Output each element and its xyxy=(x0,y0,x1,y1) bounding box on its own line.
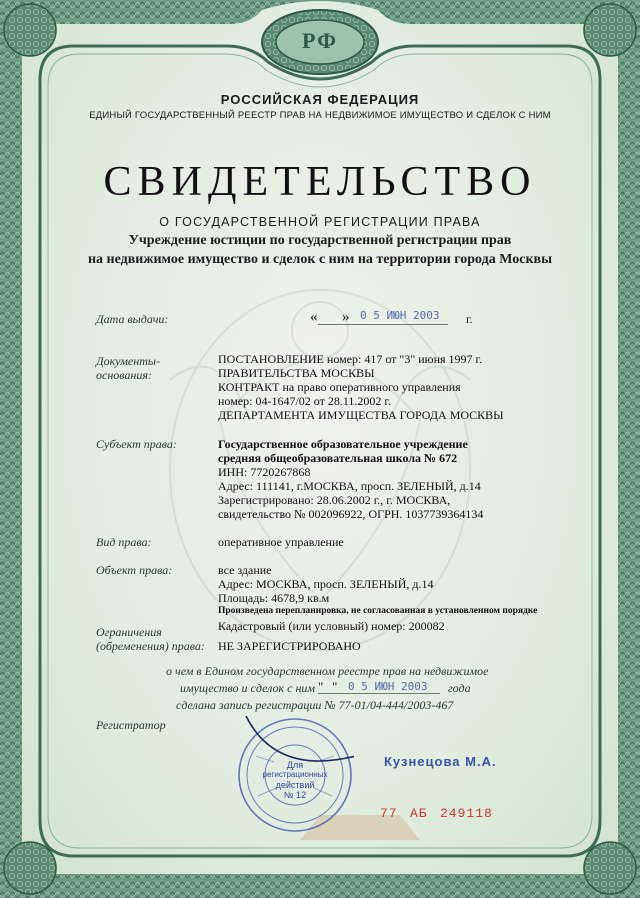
serial-number: 249118 xyxy=(440,806,493,821)
documents-label-2: основания: xyxy=(96,368,152,382)
subject-line-5: Зарегистрировано: 28.06.2002 г., г. МОСКВА, xyxy=(218,493,451,507)
record-year-suffix: года xyxy=(448,681,471,695)
seal-text-2: регистрационных xyxy=(262,770,328,779)
restrictions-label-1: Ограничения xyxy=(96,625,162,639)
object-line-4: Произведена перепланировка, не согласованная в установленном порядке xyxy=(218,606,538,616)
restrictions-value: НЕ ЗАРЕГИСТРИРОВАНО xyxy=(218,639,361,653)
documents-label-1: Документы- xyxy=(96,354,161,368)
registry-heading: ЕДИНЫЙ ГОСУДАРСТВЕННЫЙ РЕЕСТР ПРАВ НА НЕДВИЖИМОЕ ИМУЩЕСТВО И СДЕЛОК С НИМ xyxy=(89,110,551,121)
issue-date-stamp: 0 5 ИЮН 2003 xyxy=(360,309,440,322)
issue-date-line xyxy=(318,324,448,325)
documents-line-2: ПРАВИТЕЛЬСТВА МОСКВЫ xyxy=(218,366,375,380)
documents-line-5: ДЕПАРТАМЕНТА ИМУЩЕСТВА ГОРОДА МОСКВЫ xyxy=(218,408,504,422)
object-line-5: Кадастровый (или условный) номер: 200082 xyxy=(218,619,445,633)
object-line-1: все здание xyxy=(218,563,272,577)
seal-text-4: № 12 xyxy=(283,790,307,800)
object-line-2: Адрес: МОСКВА, просп. ЗЕЛЕНЫЙ, д.14 xyxy=(218,577,434,591)
record-quote-open: " xyxy=(318,679,324,694)
seal-text-3: действий xyxy=(275,780,315,790)
seal-text-1: Для xyxy=(286,760,304,770)
right-type-label: Вид права: xyxy=(96,535,152,549)
object-label: Объект права: xyxy=(96,563,173,577)
subject-label: Субъект права: xyxy=(96,437,177,451)
issue-quote-open: « xyxy=(310,309,318,325)
subject-line-2: средняя общеобразовательная школа № 672 xyxy=(218,451,458,465)
issue-date-label: Дата выдачи: xyxy=(96,312,169,326)
emblem-label: РФ xyxy=(302,28,338,53)
record-date-line xyxy=(318,693,440,694)
issue-quote-close: » xyxy=(342,309,350,325)
institution-line-1: Учреждение юстиции по государственной регистрации прав xyxy=(128,233,512,248)
subject-line-3: ИНН: 7720267868 xyxy=(218,465,311,479)
record-line-2-prefix: имущество и сделок с ним xyxy=(180,681,316,695)
restrictions-label-2: (обременения) права: xyxy=(96,639,205,653)
documents-line-3: КОНТРАКТ на право оперативного управления xyxy=(218,380,461,394)
record-date-stamp: 0 5 ИЮН 2003 xyxy=(348,680,428,693)
right-type-value: оперативное управление xyxy=(218,535,344,549)
subject-line-4: Адрес: 111141, г.МОСКВА, просп. ЗЕЛЕНЫЙ, д.14 xyxy=(218,479,481,493)
documents-line-1: ПОСТАНОВЛЕНИЕ номер: 417 от "3" июня 1997 г. xyxy=(218,352,483,366)
serial-region: 77 xyxy=(380,806,398,821)
document-title: СВИДЕТЕЛЬСТВО xyxy=(103,159,537,205)
issue-year-suffix: г. xyxy=(466,312,473,326)
registrar-label: Регистратор xyxy=(96,718,166,732)
record-line-3: сделана запись регистрации № 77-01/04-444/2003-467 xyxy=(176,698,454,712)
subject-line-1: Государственное образовательное учреждение xyxy=(218,437,468,451)
record-line-1: о чем в Едином государственном реестре прав на недвижимое xyxy=(166,664,489,678)
country-heading: РОССИЙСКАЯ ФЕДЕРАЦИЯ xyxy=(220,92,420,107)
documents-line-4: номер: 04-1647/02 от 28.11.2002 г. xyxy=(218,394,391,408)
document-subtitle: О ГОСУДАРСТВЕННОЙ РЕГИСТРАЦИИ ПРАВА xyxy=(159,215,481,229)
serial-series: АБ xyxy=(410,806,428,821)
object-line-3: Площадь: 4678,9 кв.м xyxy=(218,591,330,605)
record-quote-close: " xyxy=(332,679,338,694)
registrar-signer: Кузнецова М.А. xyxy=(384,754,497,769)
institution-line-2: на недвижимое имущество и сделок с ним на территории города Москвы xyxy=(87,252,553,267)
subject-line-6: свидетельство № 002096922, ОГРН. 1037739364134 xyxy=(218,507,484,521)
